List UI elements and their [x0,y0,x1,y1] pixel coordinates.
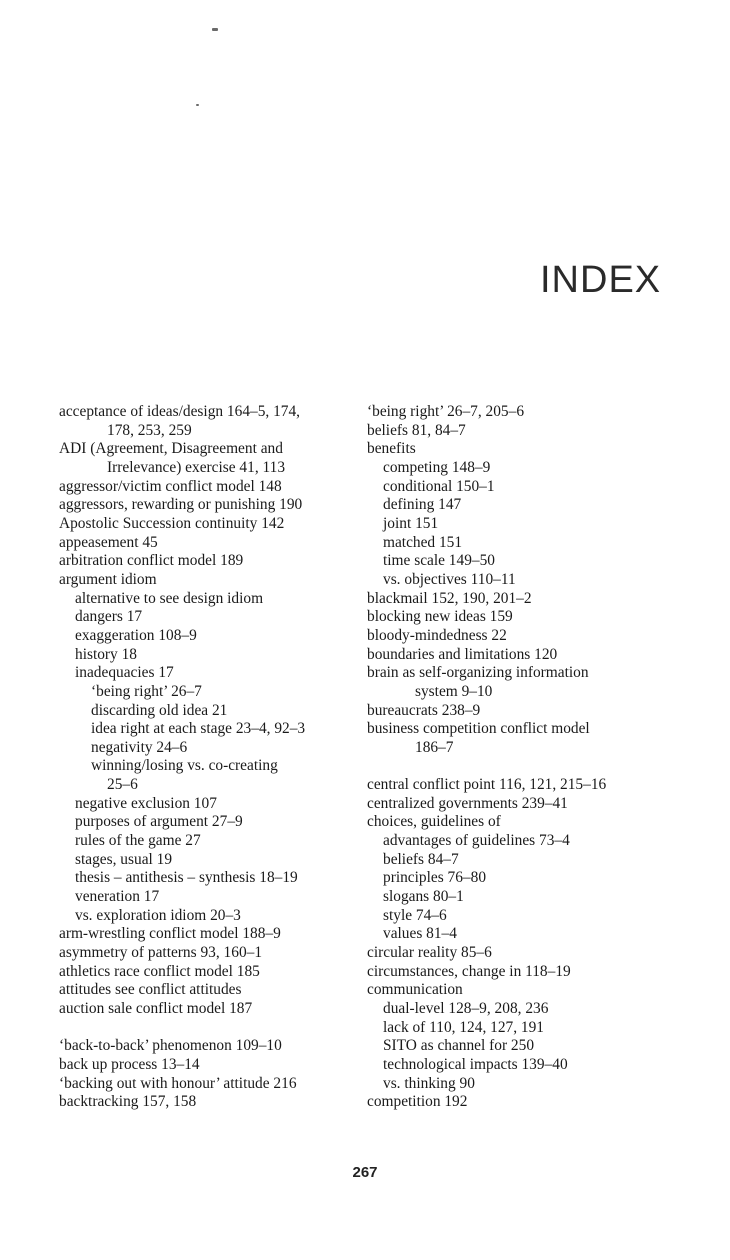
index-entry: benefits [367,440,416,458]
index-entry: communication [367,981,463,999]
paper-speck [196,104,199,106]
index-entry: aggressor/victim conflict model 148 [59,477,282,495]
index-entry: bloody-mindedness 22 [367,626,507,644]
index-subentry: technological impacts 139–40 [383,1055,568,1073]
index-subsubentry: ‘being right’ 26–7 [91,682,202,700]
index-entry: auction sale conflict model 187 [59,1000,253,1017]
index-entry: back up process 13–14 [59,1055,200,1073]
index-subentry: matched 151 [383,533,463,551]
index-entry: central conflict point 116, 121, 215–16 [367,776,607,794]
index-entry: ADI (Agreement, Disagreement and [59,440,283,458]
index-entry: beliefs 81, 84–7 [367,421,466,439]
index-entry: Apostolic Succession continuity 142 [59,514,285,532]
index-entry: circular reality 85–6 [367,944,492,962]
index-subentry: stages, usual 19 [75,850,173,868]
index-entry: appeasement 45 [59,533,158,551]
index-entry: blackmail 152, 190, 201–2 [367,589,532,607]
index-entry: asymmetry of patterns 93, 160–1 [59,944,263,962]
index-entry: athletics race conflict model 185 [59,962,260,980]
index-subentry: joint 151 [383,514,439,532]
index-subentry: SITO as channel for 250 [383,1037,535,1055]
index-subentry: time scale 149–50 [383,552,495,570]
index-subentry: vs. objectives 110–11 [383,570,516,588]
index-entry: acceptance of ideas/design 164–5, 174, [59,403,301,420]
index-entry-continuation: system 9–10 [415,682,493,700]
index-subentry: negative exclusion 107 [75,794,217,812]
index-entry: arm-wrestling conflict model 188–9 [59,925,281,943]
index-entry: bureaucrats 238–9 [367,701,481,719]
index-entry-continuation: Irrelevance) exercise 41, 113 [107,458,286,476]
index-entry: circumstances, change in 118–19 [367,962,571,980]
index-subentry: advantages of guidelines 73–4 [383,832,570,850]
index-entry: blocking new ideas 159 [367,608,513,626]
index-subsubentry: negativity 24–6 [91,738,188,756]
index-subentry: veneration 17 [75,888,160,906]
index-entry: aggressors, rewarding or punishing 190 [59,496,303,514]
index-subentry: vs. exploration idiom 20–3 [75,906,241,924]
index-entry: ‘backing out with honour’ attitude 216 [59,1074,297,1092]
index-subentry: dual-level 128–9, 208, 236 [383,999,549,1017]
index-entry: ‘being right’ 26–7, 205–6 [367,403,525,420]
index-entry: business competition conflict model [367,720,590,738]
index-subentry: conditional 150–1 [383,477,495,495]
index-subentry: values 81–4 [383,925,457,943]
index-column-left [59,403,359,1112]
page-title: INDEX [540,259,662,302]
index-entry: backtracking 157, 158 [59,1093,197,1111]
index-subsubentry: winning/losing vs. co-creating [91,757,278,775]
index-subentry: competing 148–9 [383,458,491,476]
index-entry: centralized governments 239–41 [367,794,568,812]
index-subentry: thesis – antithesis – synthesis 18–19 [75,869,298,887]
index-subentry: exaggeration 108–9 [75,626,197,644]
index-subentry: defining 147 [383,496,462,514]
index-entry: brain as self-organizing information [367,664,589,682]
index-subentry: purposes of argument 27–9 [75,813,243,831]
index-entry-continuation: 186–7 [415,738,454,756]
index-subsubentry: discarding old idea 21 [91,701,228,719]
index-subentry: dangers 17 [75,608,143,626]
index-subsubentry: idea right at each stage 23–4, 92–3 [91,720,306,738]
index-subentry: beliefs 84–7 [383,850,459,868]
index-entry-continuation: 178, 253, 259 [107,421,192,439]
index-entry: attitudes see conflict attitudes [59,981,242,999]
letter-group-gap [367,757,712,776]
index-subentry: rules of the game 27 [75,832,201,850]
index-entry: boundaries and limitations 120 [367,645,558,663]
index-subentry: lack of 110, 124, 127, 191 [383,1018,545,1036]
index-entry-continuation: 25–6 [107,776,138,794]
index-column-right [367,403,712,1112]
index-subentry: inadequacies 17 [75,664,174,682]
paper-speck [212,28,218,31]
index-entry: arbitration conflict model 189 [59,552,244,570]
index-entry: ‘back-to-back’ phenomenon 109–10 [59,1037,282,1055]
index-entry: choices, guidelines of [367,813,501,831]
index-subentry: slogans 80–1 [383,888,464,906]
index-subentry: history 18 [75,645,137,663]
index-subentry: style 74–6 [383,906,447,924]
letter-group-gap [59,1019,359,1038]
page-number: 267 [352,1164,378,1181]
index-subentry: principles 76–80 [383,869,487,887]
index-subentry: vs. thinking 90 [383,1074,475,1092]
index-entry: competition 192 [367,1093,468,1111]
index-subentry: alternative to see design idiom [75,589,264,607]
index-entry: argument idiom [59,570,157,588]
